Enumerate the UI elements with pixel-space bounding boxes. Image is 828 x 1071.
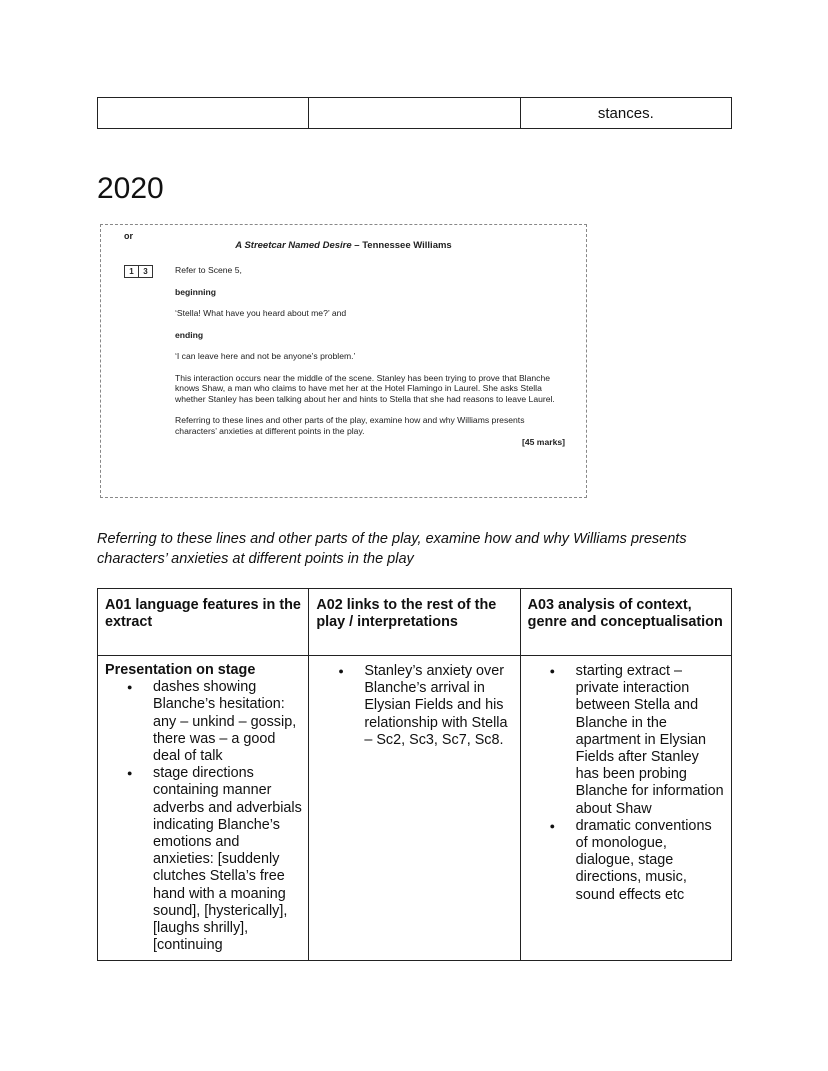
list-item: ● stage directions containing manner adverbs and adverbials indicating Blanche’s emotions and anxieties: [suddenly clutches Stella’s free hand with a moaning sound], [hysterically], [laughs shrilly], [continuing <box>153 765 302 954</box>
author: – Tennessee Williams <box>351 240 452 251</box>
header-a02: A02 links to the rest of the play / interpretations <box>309 589 520 656</box>
question-prompt: Referring to these lines and other parts of the play, examine how and why Williams presents characters’ anxieties at different points in the play <box>97 531 687 567</box>
header-a01: A01 language features in the extract <box>98 589 309 656</box>
refer-text: Refer to Scene 5, <box>175 265 242 275</box>
context-paragraph: This interaction occurs near the middle of the scene. Stanley has been trying to prove that Blanche knows Shaw, a man who claims to have met her at the Hotel Flamingo in Laurel. She asks Stella whether Stanley has been talking about her and hints to Stella that she had reasons to leave Laurel. <box>175 372 555 404</box>
table-cell <box>309 98 520 129</box>
list-item: ● dashes showing Blanche’s hesitation: any – unkind – gossip, there was – a good deal of talk <box>153 679 302 765</box>
marks-label: [45 marks] <box>522 437 565 447</box>
table-row <box>98 98 732 129</box>
table-cell <box>98 98 309 129</box>
a01-cell <box>98 656 309 961</box>
beginning-quote: ‘Stella! What have you heard about me?’ and <box>175 308 347 318</box>
list-item: ● dramatic conventions of monologue, dialogue, stage directions, music, sound effects etc <box>576 818 725 904</box>
a03-cell <box>520 656 731 961</box>
continued-table-fragment <box>97 97 732 129</box>
work-title: A Streetcar Named Desire <box>235 240 352 251</box>
cell-heading: Presentation on stage <box>105 662 256 678</box>
exam-title <box>101 240 586 251</box>
exam-body <box>175 265 565 459</box>
header-a03: A03 analysis of context, genre and conceptualisation <box>520 589 731 656</box>
ending-quote: ‘I can leave here and not be anyone’s problem.’ <box>175 351 356 361</box>
beginning-label: beginning <box>175 286 217 297</box>
task-paragraph: Referring to these lines and other parts of the play, examine how and why Williams presents characters’ anxieties at different points in the play. <box>175 415 525 436</box>
question-number-digit: 1 <box>124 265 139 278</box>
bullet-list <box>528 663 725 904</box>
question-number-digit: 3 <box>139 265 153 278</box>
table-header-row <box>98 589 732 656</box>
bullet-list <box>105 679 302 954</box>
table-row <box>98 656 732 961</box>
year-heading: 2020 <box>97 172 164 205</box>
list-item: ● starting extract – private interaction between Stella and Blanche in the apartment in Elysian Fields after Stanley has been probing Blanche for information about Shaw <box>576 663 725 818</box>
ending-label: ending <box>175 329 204 340</box>
bullet-list <box>316 663 513 749</box>
a02-cell <box>309 656 520 961</box>
question-number <box>124 265 153 278</box>
list-item: ● Stanley’s anxiety over Blanche’s arrival in Elysian Fields and his relationship with Stella – Sc2, Sc3, Sc7, Sc8. <box>364 663 513 749</box>
analysis-table <box>97 588 732 961</box>
table-cell: stances. <box>520 98 731 129</box>
or-label: or <box>124 231 133 241</box>
exam-question-image <box>100 224 587 498</box>
